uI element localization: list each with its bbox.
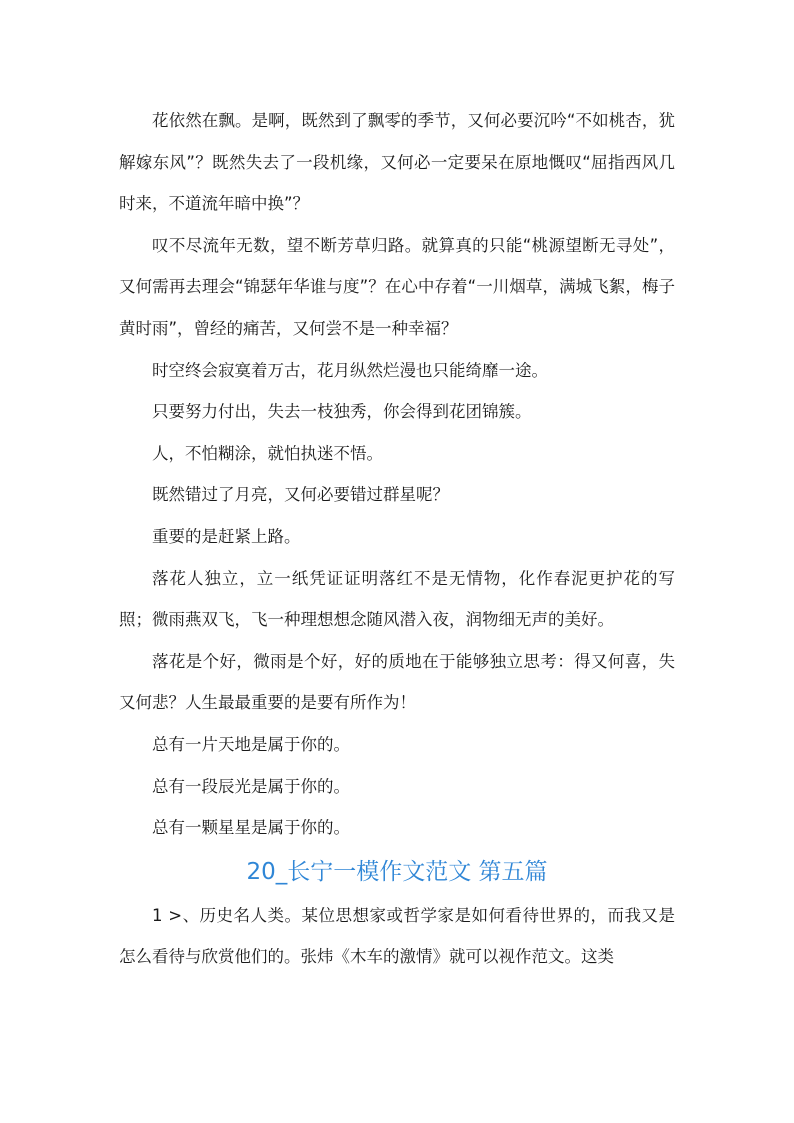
paragraph: 落花人独立，立一纸凭证证明落红不是无情物，化作春泥更护花的写照；微雨燕双飞，飞一种理想想念随风潜入夜，润物细无声的美好。 bbox=[119, 568, 675, 630]
paragraph: 既然错过了月亮，又何必要错过群星呢？ bbox=[152, 485, 449, 505]
paragraph: 时空终会寂寞着万古，花月纵然烂漫也只能绮靡一途。 bbox=[152, 360, 548, 380]
paragraph: 花依然在飘。是啊，既然到了飘零的季节，又何必要沉吟“不如桃杏，犹解嫁东风”？既然失去了一段机缘，又何必一定要呆在原地慨叹“屈指西风几时来，不道流年暗中换”？ bbox=[119, 111, 675, 214]
document-body bbox=[119, 100, 675, 978]
paragraph: 落花是个好，微雨是个好，好的质地在于能够独立思考：得又何喜，失又何悲？人生最最重要的是要有所作为！ bbox=[119, 651, 675, 713]
paragraph: 1 >、历史名人类。某位思想家或哲学家是如何看待世界的，而我又是怎么看待与欣赏他们的。张炜《木车的激情》就可以视作范文。这类 bbox=[119, 905, 675, 967]
paragraph: 人，不怕糊涂，就怕执迷不悟。 bbox=[152, 443, 383, 463]
section-heading: 20_长宁一模作文范文 第五篇 bbox=[246, 858, 548, 885]
paragraph: 叹不尽流年无数，望不断芳草归路。就算真的只能“桃源望断无寻处”，又何需再去理会“锦瑟年华谁与度”？在心中存着“一川烟草，满城飞絮，梅子黄时雨”，曾经的痛苦，又何尝不是一种幸福？ bbox=[119, 235, 675, 338]
paragraph: 总有一片天地是属于你的。 bbox=[152, 734, 350, 754]
paragraph: 总有一段辰光是属于你的。 bbox=[152, 776, 350, 796]
paragraph: 只要努力付出，失去一枝独秀，你会得到花团锦簇。 bbox=[152, 402, 532, 422]
paragraph: 重要的是赶紧上路。 bbox=[152, 526, 301, 546]
paragraph: 总有一颗星星是属于你的。 bbox=[152, 818, 350, 838]
